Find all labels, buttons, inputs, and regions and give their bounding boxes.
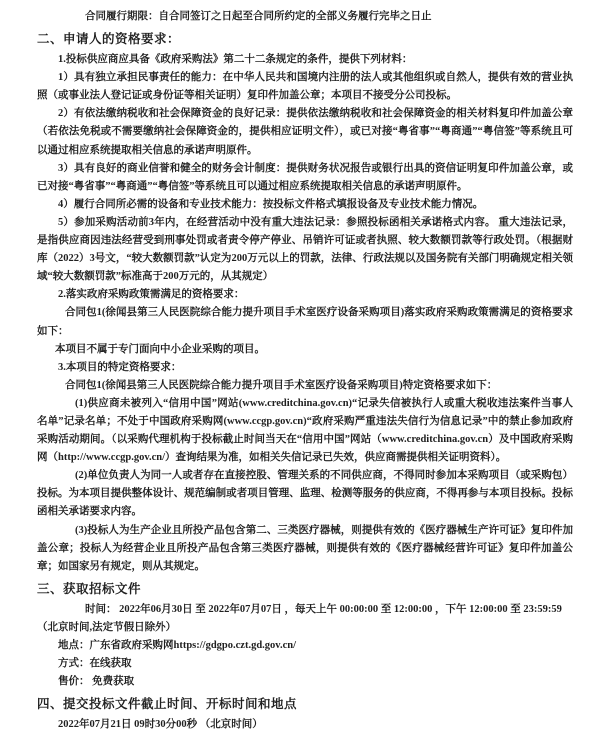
contract-period-line: 合同履行期限：自合同签订之日起至合同所约定的全部义务履行完毕之日止 bbox=[85, 11, 432, 22]
policy-requirement-intro: 2.落实政府采购政策需满足的资格要求： bbox=[58, 289, 245, 301]
section-4-heading: 四、提交投标文件截止时间、开标时间和地点 bbox=[37, 697, 298, 712]
qualification-item-1: 1）具有独立承担民事责任的能力：在中华人民共和国境内注册的法人或其他组织或自然人，提供有效的营业执照（或事业法人登记证或身份证等相关证明）复印件加盖公章；本项目不接受分公司投标。 bbox=[37, 72, 573, 102]
doc-obtain-price-line: 售价： 免费获取 bbox=[58, 676, 135, 688]
sme-note-line: 本项目不属于专门面向中小企业采购的项目。 bbox=[55, 343, 265, 355]
specific-requirement-item-2: (2)单位负责人为同一人或者存在直接控股、管理关系的不同供应商，不得同时参加本采购项目（或采购包）投标。为本项目提供整体设计、规范编制或者项目管理、监理、检测等服务的供应商，不得再参与本项目投标。投标函相关承诺要求内容。 bbox=[37, 470, 573, 518]
doc-obtain-location-line: 地点：广东省政府采购网https://gdgpo.czt.gd.gov.cn/ bbox=[58, 640, 297, 651]
specific-requirement-item-3: (3)投标人为生产企业且所投产品包含第二、三类医疗器械，则提供有效的《医疗器械生产许可证》复印件加盖公章；投标人为经营企业且所投产品包含第三类医疗器械，则提供有效的《医疗器械经营许可证》复印件加盖公章；如国家另有规定，则从其规定。 bbox=[37, 524, 573, 572]
doc-obtain-time-note: （北京时间,法定节假日除外） bbox=[37, 621, 177, 633]
bid-deadline-line: 2022年07月21日 09时30分00秒 （北京时间） bbox=[58, 719, 263, 731]
specific-requirement-package-line: 合同包1(徐闻县第三人民医院综合能力提升项目手术室医疗设备采购项目)特定资格要求如下： bbox=[65, 379, 498, 391]
qualification-item-5: 5）参加采购活动前3年内，在经营活动中没有重大违法记录：参照投标函相关承诺格式内容。 重大违法记录，是指供应商因违法经营受到刑事处罚或者责令停产停业、吊销许可证或者执照、较大数额罚款等行政处罚。（根据财库（2022）3号文，“较大数额罚款”认定为200万元以上的罚款，法律、行政法规以及国务院有关部门明确规定相关领域“较大数额罚款”标准高于200万元的，从其规定） bbox=[37, 216, 573, 283]
specific-requirement-item-1: (1)供应商未被列入“信用中国”网站(www.creditchina.gov.cn)“记录失信被执行人或重大税收违法案件当事人名单”记录名单；不处于中国政府采购网(www.ccgp.gov.cn)“政府采购严重违法失信行为信息记录”中的禁止参加政府采购活动期间。（以采购代理机构于投标截止时间当天在“信用中国”网站（www.creditchina.gov.cn）及中国政府采购网（http://www.ccgp.gov.cn/）查询结果为准，如相关失信记录已失效，供应商需提供相关证明资料）。 bbox=[37, 397, 573, 464]
specific-requirement-intro: 3.本项目的特定资格要求： bbox=[58, 361, 182, 373]
doc-obtain-time-line: 时间： 2022年06月30日 至 2022年07月07日 ，每天上午 00:00:00 至 12:00:00 ，下午 12:00:00 至 23:59:59 bbox=[85, 603, 562, 615]
doc-obtain-method-line: 方式：在线获取 bbox=[58, 658, 132, 670]
section-2-heading: 二、申请人的资格要求： bbox=[37, 32, 181, 47]
section-3-heading: 三、获取招标文件 bbox=[37, 581, 142, 596]
qualification-item-4: 4）履行合同所必需的设备和专业技术能力：按投标文件格式填报设备及专业技术能力情况。 bbox=[58, 198, 484, 210]
policy-requirement-package-line: 合同包1(徐闻县第三人民医院综合能力提升项目手术室医疗设备采购项目)落实政府采购政策需满足的资格要求如下： bbox=[37, 307, 573, 337]
qualification-item-2: 2）有依法缴纳税收和社会保障资金的良好记录：提供依法缴纳税收和社会保障资金的相关材料复印件加盖公章（若依法免税或不需要缴纳社会保障资金的，提供相应证明文件），或已对接“粤省事”“粤商通”“粤信签”等系统且可以通过相应系统提取相关信息的承诺声明原件。 bbox=[37, 108, 573, 156]
qualification-item-3: 3）具有良好的商业信誉和健全的财务会计制度：提供财务状况报告或银行出具的资信证明复印件加盖公章，或已对接“粤省事”“粤商通”“粤信签”等系统且可以通过相应系统提取相关信息的承诺声明原件。 bbox=[37, 162, 573, 192]
qualification-materials-intro: 1.投标供应商应具备《政府采购法》第二十二条规定的条件，提供下列材料： bbox=[58, 54, 413, 66]
